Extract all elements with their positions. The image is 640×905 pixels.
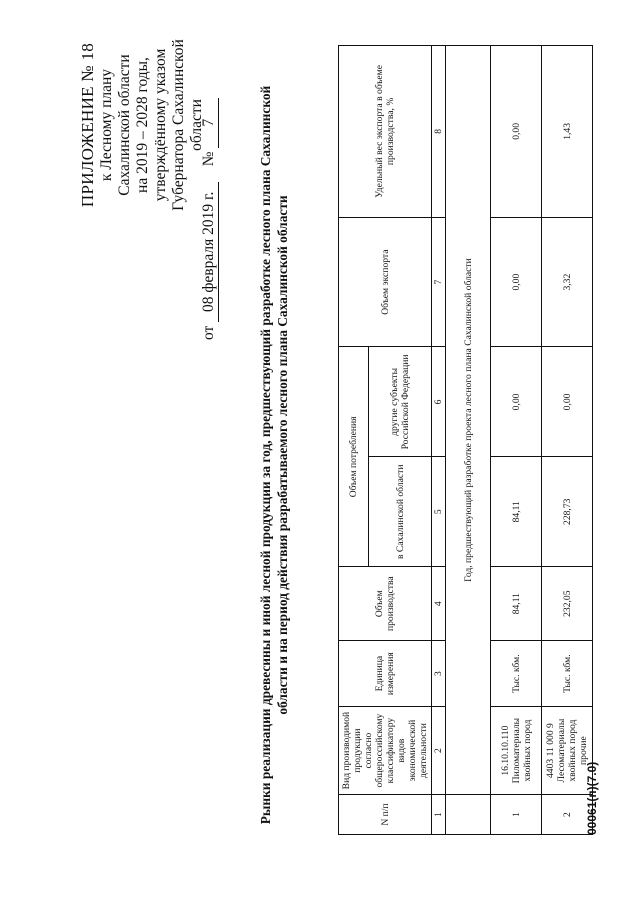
- col-header-sakhalin: в Сахалинской области: [369, 457, 432, 567]
- col-header-unit: Единица измерения: [339, 641, 432, 707]
- column-number: 5: [432, 457, 446, 567]
- section-row: [446, 46, 491, 835]
- header-line: утверждённому указом: [151, 48, 169, 202]
- number-label: №: [200, 151, 217, 167]
- cell-export: 0,00: [491, 217, 542, 347]
- cell-unit: Тыс. кбм.: [542, 641, 593, 707]
- column-number: 6: [432, 347, 446, 457]
- cell-product: 4403 11 000 9 Лесоматериалы хвойных пород прочие: [542, 707, 593, 795]
- section-blank: [446, 795, 491, 835]
- section-title: Год, предшествующий разработке проекта лесного плана Сахалинской области: [446, 46, 491, 795]
- column-number: 4: [432, 567, 446, 641]
- cell-export: 3,32: [542, 217, 593, 347]
- cell-other: 0,00: [542, 347, 593, 457]
- cell-production: 84,11: [491, 567, 542, 641]
- cell-n: 2: [542, 795, 593, 835]
- header-line: Губернатора Сахалинской: [169, 39, 187, 211]
- cell-sakhalin: 84,11: [491, 457, 542, 567]
- header-line: Сахалинской области: [115, 54, 133, 196]
- cell-sakhalin: 228,73: [542, 457, 593, 567]
- col-header-production: Объем производства: [339, 567, 432, 641]
- table-row: [491, 46, 542, 835]
- header-line: на 2019 – 2028 годы,: [133, 57, 151, 193]
- document-title: Рынки реализации древесины и иной лесной продукции за год, предшествующий разработке лесного плана Сахалинской области и на период действия разрабатываемого лесного плана Сахалинской области: [258, 85, 290, 825]
- date-prefix: от: [200, 325, 217, 340]
- column-number: 3: [432, 641, 446, 707]
- column-number: 7: [432, 217, 446, 347]
- cell-share: 0,00: [491, 46, 542, 218]
- cell-other: 0,00: [491, 347, 542, 457]
- cell-unit: Тыс. кбм.: [491, 641, 542, 707]
- markets-table: [338, 45, 593, 835]
- header-line: к Лесному плану: [97, 68, 115, 182]
- table-row: [542, 46, 593, 835]
- cell-product: 16.10.10.110 Пиломатериалы хвойных пород: [491, 707, 542, 795]
- header-line: области: [187, 99, 205, 151]
- appendix-number: ПРИЛОЖЕНИЕ № 18: [78, 42, 97, 208]
- cell-n: 1: [491, 795, 542, 835]
- col-header-other-regions: другие субъекты Российской Федерации: [369, 347, 432, 457]
- date-value: 08 февраля 2019 г.: [200, 182, 219, 322]
- column-number-row: [432, 46, 446, 835]
- col-header-consumption: Объем потребления: [339, 347, 369, 567]
- col-header-export: Объем экспорта: [339, 217, 432, 347]
- header-row: [339, 46, 369, 835]
- column-number: 2: [432, 707, 446, 795]
- cell-share: 1,43: [542, 46, 593, 218]
- date-line: [200, 98, 219, 340]
- appendix-header: [78, 35, 206, 215]
- footer-code: 00061(п)(7.0): [585, 761, 599, 835]
- column-number: 1: [432, 795, 446, 835]
- col-header-product: Вид производимой продукции согласно общероссийскому классификатору видов экономической деятельности: [339, 707, 432, 795]
- col-header-share: Удельный вес экспорта в объеме производства, %: [339, 46, 432, 218]
- col-header-n: N п/п: [339, 795, 432, 835]
- number-value: 7: [200, 98, 219, 148]
- column-number: 8: [432, 46, 446, 218]
- cell-production: 232,05: [542, 567, 593, 641]
